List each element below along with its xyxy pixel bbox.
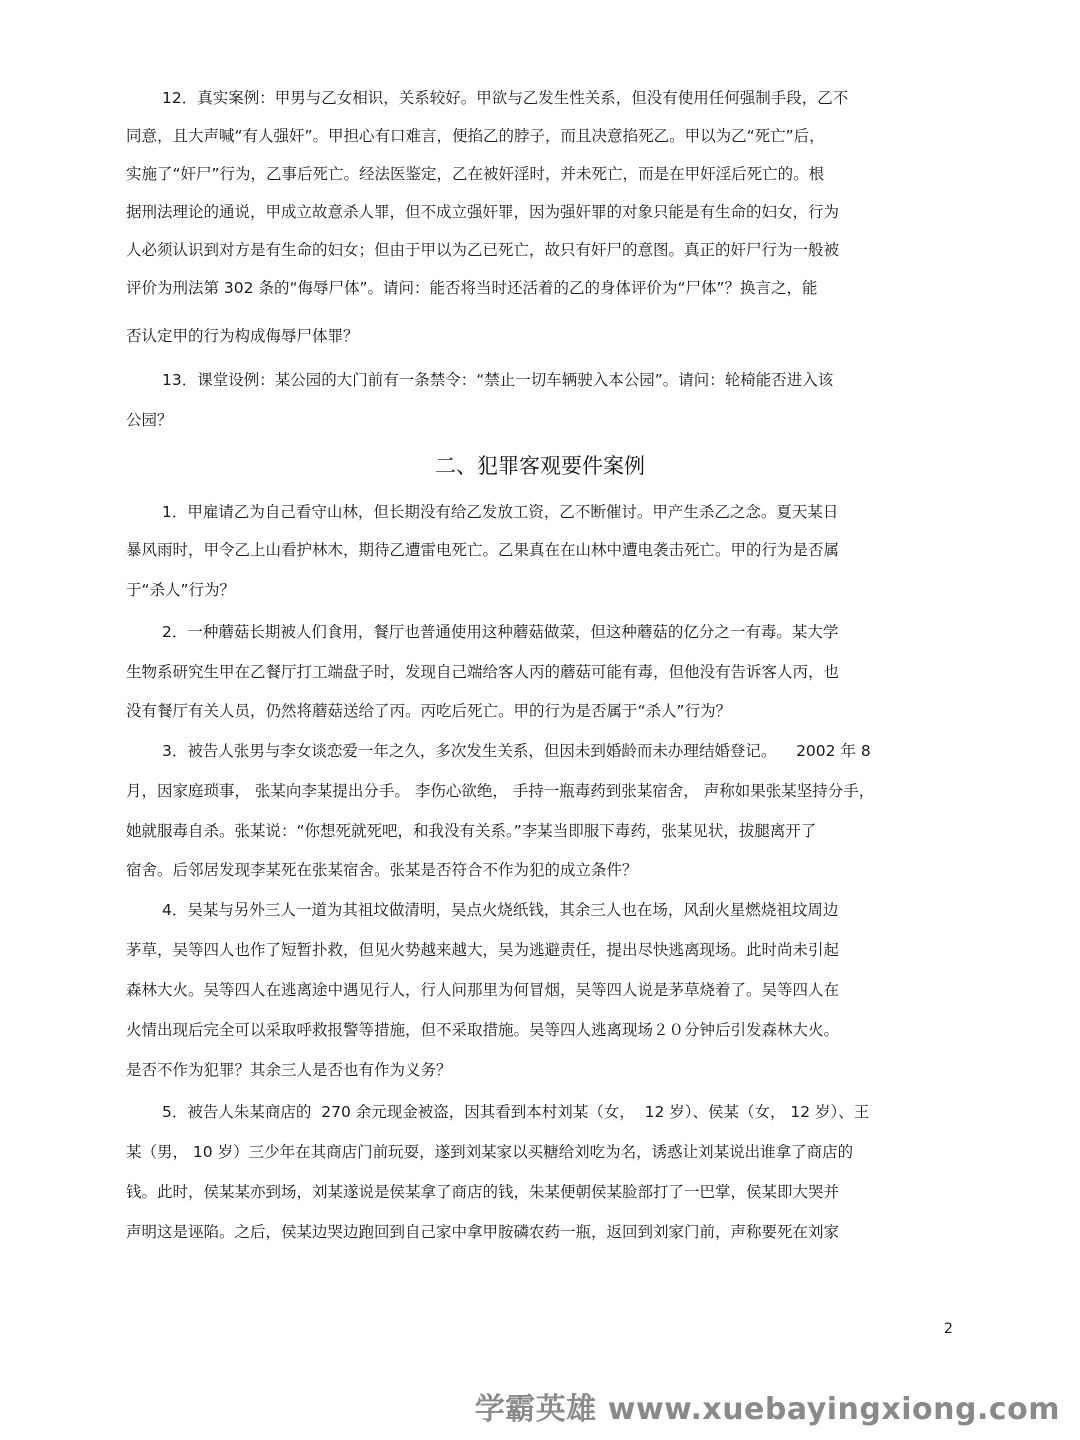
text-line: 月，因家庭琐事， 张某向李某提出分手。 李伤心欲绝， 手持一瓶毒药到张某宿舍， 声称如果张某坚持分手， (126, 782, 875, 800)
text-line: 实施了“奸尸”行为，乙事后死亡。经法医鉴定，乙在被奸淫时，并未死亡，而是在甲奸淫后死亡的。根 (126, 165, 825, 183)
text-line: 4．吴某与另外三人一道为其祖坟做清明，吴点火烧纸钱，其余三人也在场，风刮火星燃烧祖坟周边 (162, 901, 839, 919)
text-line: 生物系研究生甲在乙餐厅打工端盘子时，发现自己端给客人丙的蘑菇可能有毒，但他没有告诉客人丙，也 (126, 663, 840, 681)
text-line: 否认定甲的行为构成侮辱尸体罪？ (126, 327, 359, 345)
site-watermark: 学霸英雄 www.xuebayingxiong.com (474, 1392, 1060, 1427)
text-line: 评价为刑法第 302 条的“侮辱尸体”。请问：能否将当时还活着的乙的身体评价为“尸体”？换言之，能 (126, 279, 818, 297)
text-line: 她就服毒自杀。张某说：“你想死就死吧，和我没有关系。”李某当即服下毒药，张某见状，拔腿离开了 (126, 822, 817, 840)
text-line: 公园？ (126, 411, 173, 429)
text-line: 于“杀人”行为？ (126, 581, 236, 599)
text-line: 3．被告人张男与李女谈恋爱一年之久，多次发生关系，但因未到婚龄而未办理结婚登记。 2002 年 8 (162, 742, 871, 760)
text-line: 茅草，吴等四人也作了短暂扑救，但见火势越来越大，吴为逃避责任，提出尽快逃离现场。此时尚未引起 (126, 941, 840, 959)
text-line: 1．甲雇请乙为自己看守山林，但长期没有给乙发放工资，乙不断催讨。甲产生杀乙之念。夏天某日 (162, 503, 839, 521)
text-line: 某（男， 10 岁）三少年在其商店门前玩耍，遂到刘某家以买糖给刘吃为名，诱惑让刘某说出谁拿了商店的 (126, 1143, 854, 1161)
text-line: 5．被告人朱某商店的 270 余元现金被盗，因其看到本村刘某（女， 12 岁）、侯某（女， 12 岁）、王 (162, 1103, 870, 1121)
page-number: 2 (944, 1321, 953, 1337)
text-line: 据刑法理论的通说，甲成立故意杀人罪，但不成立强奸罪，因为强奸罪的对象只能是有生命的妇女，行为 (126, 203, 840, 221)
text-line: 宿舍。后邻居发现李某死在张某宿舍。张某是否符合不作为犯的成立条件？ (126, 861, 638, 879)
text-line: 人必须认识到对方是有生命的妇女；但由于甲以为乙已死亡，故只有奸尸的意图。真正的奸尸行为一般被 (126, 241, 840, 259)
text-line: 同意，且大声喊“有人强奸”。甲担心有口难言，便掐乙的脖子，而且决意掐死乙。甲以为乙“死亡”后， (126, 127, 825, 145)
text-line: 没有餐厅有关人员，仍然将蘑菇送给了丙。丙吃后死亡。甲的行为是否属于“杀人”行为？ (126, 702, 732, 720)
text-line: 火情出现后完全可以采取呼救报警等措施，但不采取措施。吴等四人逃离现场２０分钟后引发森林大火。 (126, 1021, 840, 1039)
text-line: 声明这是诬陷。之后，侯某边哭边跑回到自己家中拿甲胺磷农药一瓶，返回到刘家门前，声称要死在刘家 (126, 1223, 840, 1241)
text-line: 13．课堂设例：某公园的大门前有一条禁令：“禁止一切车辆驶入本公园”。请问：轮椅能否进入该 (162, 371, 834, 389)
text-line: 暴风雨时，甲令乙上山看护林木，期待乙遭雷电死亡。乙果真在在山林中遭电袭击死亡。甲的行为是否属 (126, 541, 840, 559)
text-line: 森林大火。吴等四人在逃离途中遇见行人，行人问那里为何冒烟，吴等四人说是茅草烧着了。吴等四人在 (126, 981, 840, 999)
text-line: 12．真实案例：甲男与乙女相识，关系较好。甲欲与乙发生性关系，但没有使用任何强制手段，乙不 (162, 89, 849, 107)
section-heading: 二、犯罪客观要件案例 (435, 454, 645, 478)
text-line: 2．一种蘑菇长期被人们食用，餐厅也普通使用这种蘑菇做菜，但这种蘑菇的亿分之一有毒。某大学 (162, 623, 839, 641)
text-line: 钱。此时，侯某某亦到场，刘某遂说是侯某拿了商店的钱，朱某便朝侯某脸部打了一巴掌，侯某即大哭并 (126, 1183, 840, 1201)
text-line: 是否不作为犯罪？其余三人是否也有作为义务？ (126, 1061, 452, 1079)
